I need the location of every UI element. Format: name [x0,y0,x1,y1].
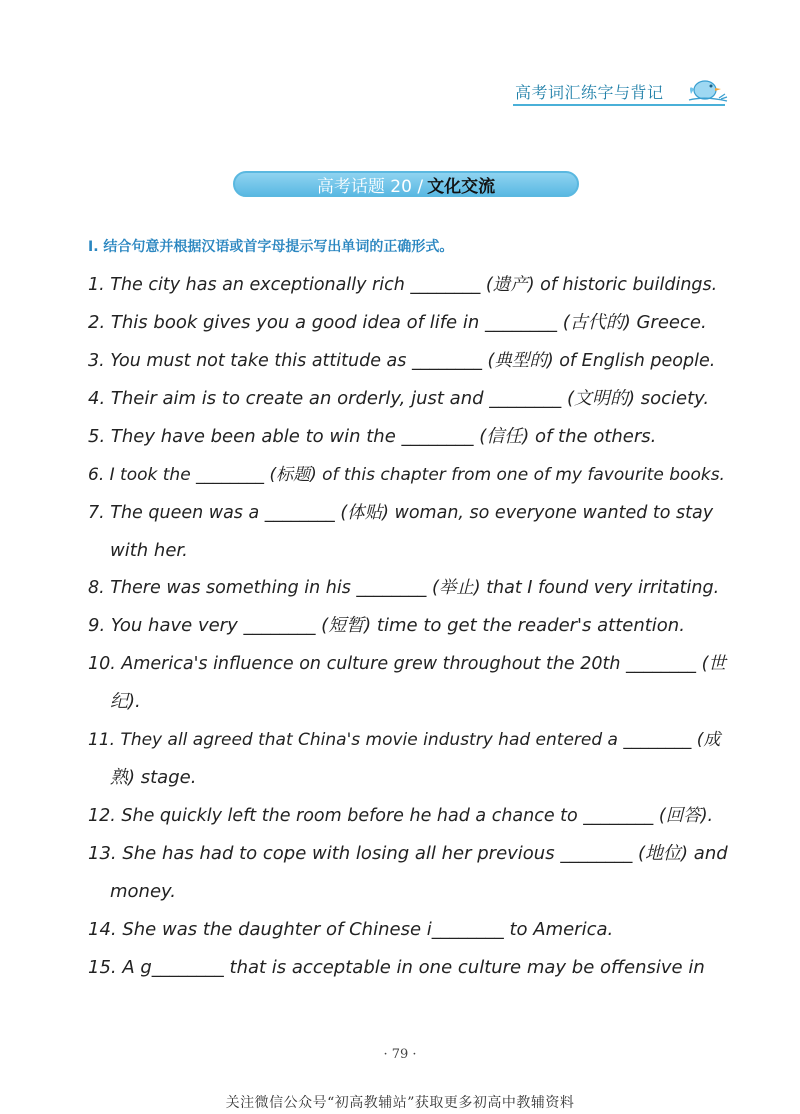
footer-note: 关注微信公众号“初高教辅站”获取更多初高中教辅资料 [225,1095,575,1111]
exercise-line: 10. America's influence on culture grew throughout the 20th ________ (世 [88,654,726,674]
page-number: · 79 · [383,1047,417,1062]
header-underline [513,104,725,106]
exercise-line-continuation: 熟) stage. [110,767,197,788]
exercise-line: 2. This book gives you a good idea of life in ________ (古代的) Greece. [88,312,707,333]
topic-banner [233,171,579,197]
exercise-line: 3. You must not take this attitude as ________ (典型的) of English people. [88,351,716,371]
exercise-line: 15. A g________ that is acceptable in one culture may be offensive in [88,957,705,978]
exercise-line-continuation: money. [110,881,177,902]
exercise-line: 9. You have very ________ (短暂) time to get the reader's attention. [88,615,685,636]
exercise-line: 11. They all agreed that China's movie industry had entered a ________ (成 [88,730,721,750]
exercise-line-continuation: 纪). [110,691,141,712]
running-header-title: 高考词汇练字与背记 [515,83,664,102]
exercise-instruction: I. 结合句意并根据汉语或首字母提示写出单词的正确形式。 [88,239,454,255]
exercise-line: 8. There was something in his ________ (举止) that I found very irritating. [88,578,720,598]
exercise-line: 12. She quickly left the room before he had a chance to ________ (回答). [88,806,714,826]
exercise-line-continuation: with her. [110,540,188,561]
exercise-line: 14. She was the daughter of Chinese i________ to America. [88,919,614,940]
exercise-line: 1. The city has an exceptionally rich ________ (遗产) of historic buildings. [88,275,718,295]
exercise-line: 13. She has had to cope with losing all her previous ________ (地位) and [88,843,728,864]
running-header [515,80,725,108]
topic-name: 文化交流 [427,176,496,197]
exercise-line: 4. Their aim is to create an orderly, just and ________ (文明的) society. [88,388,710,409]
bird-icon [685,76,729,106]
exercise-line: 7. The queen was a ________ (体贴) woman, so everyone wanted to stay [88,503,714,523]
exercise-line: 5. They have been able to win the ________ (信任) of the others. [88,426,657,447]
exercise-line: 6. I took the ________ (标题) of this chapter from one of my favourite books. [88,465,725,485]
topic-prefix: 高考话题 20 / [316,176,424,197]
